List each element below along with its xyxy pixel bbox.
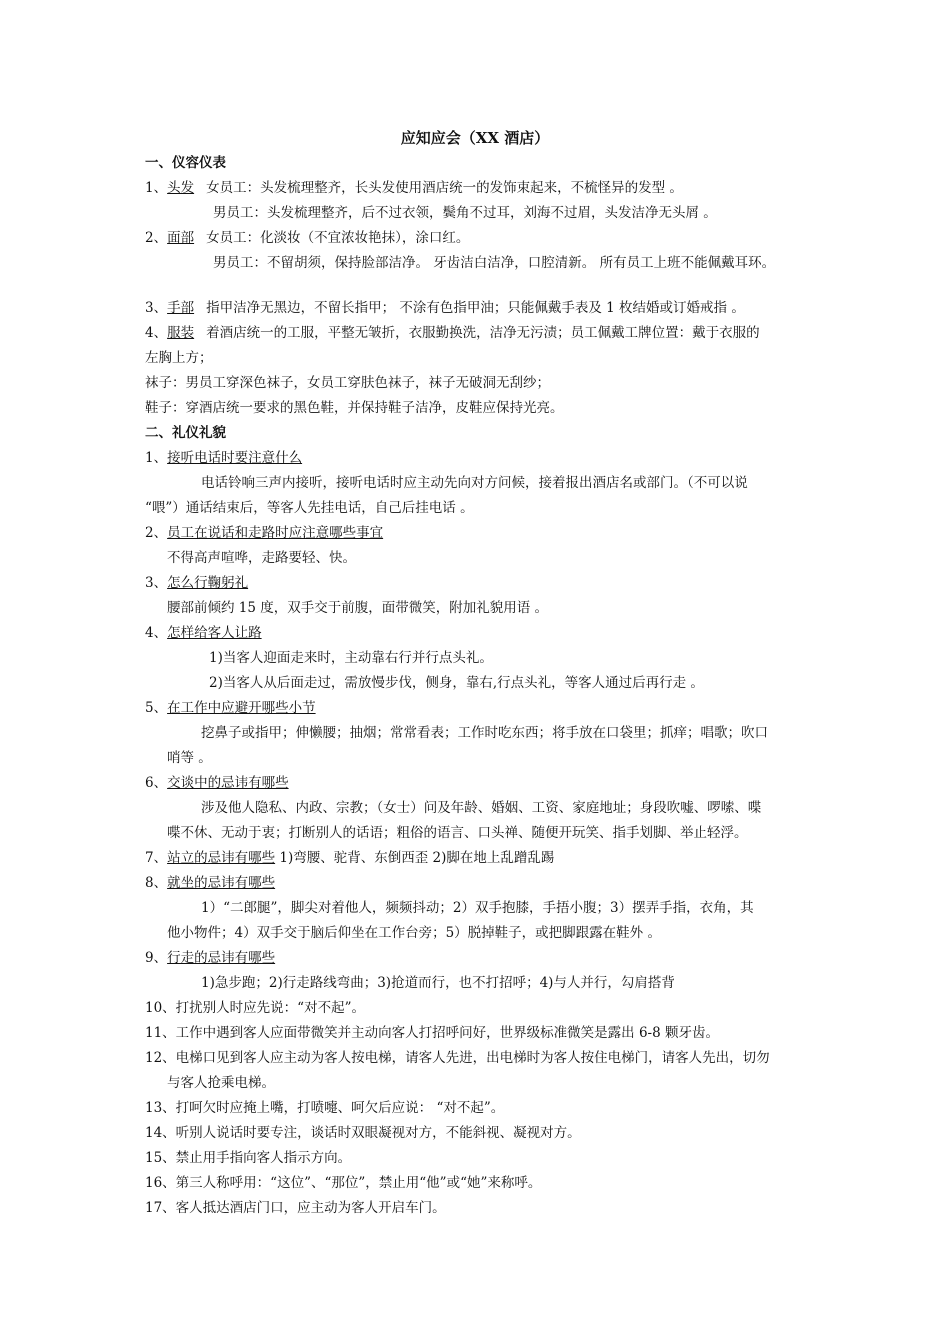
item-text: 指甲洁净无黑边，不留长指甲； 不涂有色指甲油；只能佩戴手表及 1 枚结婚或订婚戒指 。 (206, 300, 745, 316)
question-2 (145, 521, 817, 546)
question-1 (145, 446, 817, 471)
q-answer: 1)弯腰、驼背、东倒西歪 2)脚在地上乱蹭乱踢 (275, 850, 555, 866)
question-4 (145, 621, 817, 646)
answer-5a: 挖鼻子或指甲；伸懒腰；抽烟；常常看表；工作时吃东西；将手放在口袋里；抓痒；唱歌；吹口 (201, 725, 768, 741)
question-8 (145, 871, 817, 896)
q-number: 5、 (145, 700, 168, 716)
item-text: 着酒店统一的工服，平整无皱折，衣服勤换洗，洁净无污渍；员工佩戴工牌位置：戴于衣服的 (206, 325, 760, 341)
answer-6a: 涉及他人隐私、内政、宗教；（女士）问及年龄、婚姻、工资、家庭地址；身段吹嘘、啰嗦、喋 (201, 800, 762, 816)
item-label: 服装 (167, 325, 195, 341)
answer-4a: 1)当客人迎面走来时，主动靠右行并行点头礼。 (209, 650, 493, 666)
item-number: 3、 (145, 300, 168, 316)
q-title: 接听电话时要注意什么 (167, 450, 303, 466)
answer-4b: 2)当客人从后面走过，需放慢步伐，侧身，靠右,行点头礼，等客人通过后再行走 。 (209, 675, 704, 691)
q-number: 7、 (145, 850, 168, 866)
section-heading-etiquette: 二、礼仪礼貌 (145, 425, 226, 441)
document-body (145, 151, 817, 1221)
item-number: 2、 (145, 230, 168, 246)
item-label: 面部 (167, 230, 195, 246)
q-title: 怎样给客人让路 (167, 625, 262, 641)
q-number: 2、 (145, 525, 168, 541)
rule-13: 13、打呵欠时应掩上嘴，打喷嚏、呵欠后应说： “对不起”。 (145, 1100, 505, 1116)
item-shoes: 鞋子：穿酒店统一要求的黑色鞋，并保持鞋子洁净，皮鞋应保持光亮。 (145, 400, 564, 416)
q-number: 8、 (145, 875, 168, 891)
section-heading-appearance: 一、仪容仪表 (145, 155, 226, 171)
question-6 (145, 771, 817, 796)
q-title: 员工在说话和走路时应注意哪些事宜 (167, 525, 384, 541)
question-7 (145, 846, 817, 871)
answer-8b: 他小物件；4）双手交于脑后仰坐在工作台旁；5）脱掉鞋子，或把脚跟露在鞋外 。 (167, 925, 661, 941)
item-face-male: 男员工：不留胡须，保持脸部洁净。 牙齿洁白洁净，口腔清新。 所有员工上班不能佩戴耳环。 (213, 255, 776, 271)
rule-15: 15、禁止用手指向客人指示方向。 (145, 1150, 352, 1166)
item-label: 头发 (167, 180, 195, 196)
q-title: 怎么行鞠躬礼 (167, 575, 249, 591)
item-dress (145, 321, 817, 346)
document-title: 应知应会（XX 酒店） (400, 129, 550, 147)
q-number: 3、 (145, 575, 168, 591)
rule-12b: 与客人抢乘电梯。 (167, 1075, 275, 1091)
q-number: 4、 (145, 625, 168, 641)
q-title: 站立的忌讳有哪些 (167, 850, 276, 866)
answer-8a: 1）“二郎腿”，脚尖对着他人，频频抖动；2）双手抱膝，手捂小腹；3）摆弄手指，衣角，其 (201, 900, 754, 916)
q-number: 1、 (145, 450, 168, 466)
answer-1a: 电话铃响三声内接听，接听电话时应主动先向对方问候，接着报出酒店名或部门。（不可以说 (201, 475, 748, 491)
answer-6b: 喋不休、无动于衷；打断别人的话语；粗俗的语言、口头禅、随便开玩笑、指手划脚、举止轻浮。 (167, 825, 748, 841)
item-hair-male: 男员工：头发梳理整齐，后不过衣领，鬓角不过耳，刘海不过眉，头发洁净无头屑 。 (213, 205, 717, 221)
rule-12a: 12、电梯口见到客人应主动为客人按电梯，请客人先进，出电梯时为客人按住电梯门，请客人先出，切勿 (145, 1050, 770, 1066)
q-title: 行走的忌讳有哪些 (167, 950, 276, 966)
rule-11: 11、工作中遇到客人应面带微笑并主动向客人打招呼问好，世界级标准微笑是露出 6-8 颗牙齿。 (145, 1025, 719, 1041)
q-number: 9、 (145, 950, 168, 966)
item-face (145, 226, 817, 251)
answer-2: 不得高声喧哗，走路要轻、快。 (167, 550, 356, 566)
item-text: 女员工：头发梳理整齐，长头发使用酒店统一的发饰束起来，不梳怪异的发型 。 (206, 180, 683, 196)
question-5 (145, 696, 817, 721)
item-text: 女员工：化淡妆（不宜浓妆艳抹），涂口红。 (206, 230, 470, 246)
item-hands (145, 296, 817, 321)
answer-9: 1)急步跑；2)行走路线弯曲；3)抢道而行，也不打招呼；4)与人并行，勾肩搭背 (201, 975, 675, 991)
q-number: 6、 (145, 775, 168, 791)
rule-14: 14、听别人说话时要专注，谈话时双眼凝视对方，不能斜视、凝视对方。 (145, 1125, 581, 1141)
answer-1b: “喂”）通话结束后，等客人先挂电话，自己后挂电话 。 (145, 500, 474, 516)
rule-17: 17、客人抵达酒店门口，应主动为客人开启车门。 (145, 1200, 446, 1216)
item-label: 手部 (167, 300, 195, 316)
q-title: 在工作中应避开哪些小节 (167, 700, 316, 716)
question-3 (145, 571, 817, 596)
rule-16: 16、第三人称呼用：“这位”、“那位”，禁止用“他”或“她”来称呼。 (145, 1175, 542, 1191)
q-title: 就坐的忌讳有哪些 (167, 875, 276, 891)
item-dress-cont: 左胸上方； (145, 350, 213, 366)
item-number: 1、 (145, 180, 168, 196)
item-socks: 袜子：男员工穿深色袜子，女员工穿肤色袜子，袜子无破洞无刮纱； (145, 375, 550, 391)
question-9 (145, 946, 817, 971)
answer-5b: 哨等 。 (167, 750, 212, 766)
item-number: 4、 (145, 325, 168, 341)
rule-10: 10、打扰别人时应先说：“对不起”。 (145, 1000, 365, 1016)
item-hair (145, 176, 817, 201)
answer-3: 腰部前倾约 15 度，双手交于前腹，面带微笑，附加礼貌用语 。 (167, 600, 549, 616)
q-title: 交谈中的忌讳有哪些 (167, 775, 289, 791)
